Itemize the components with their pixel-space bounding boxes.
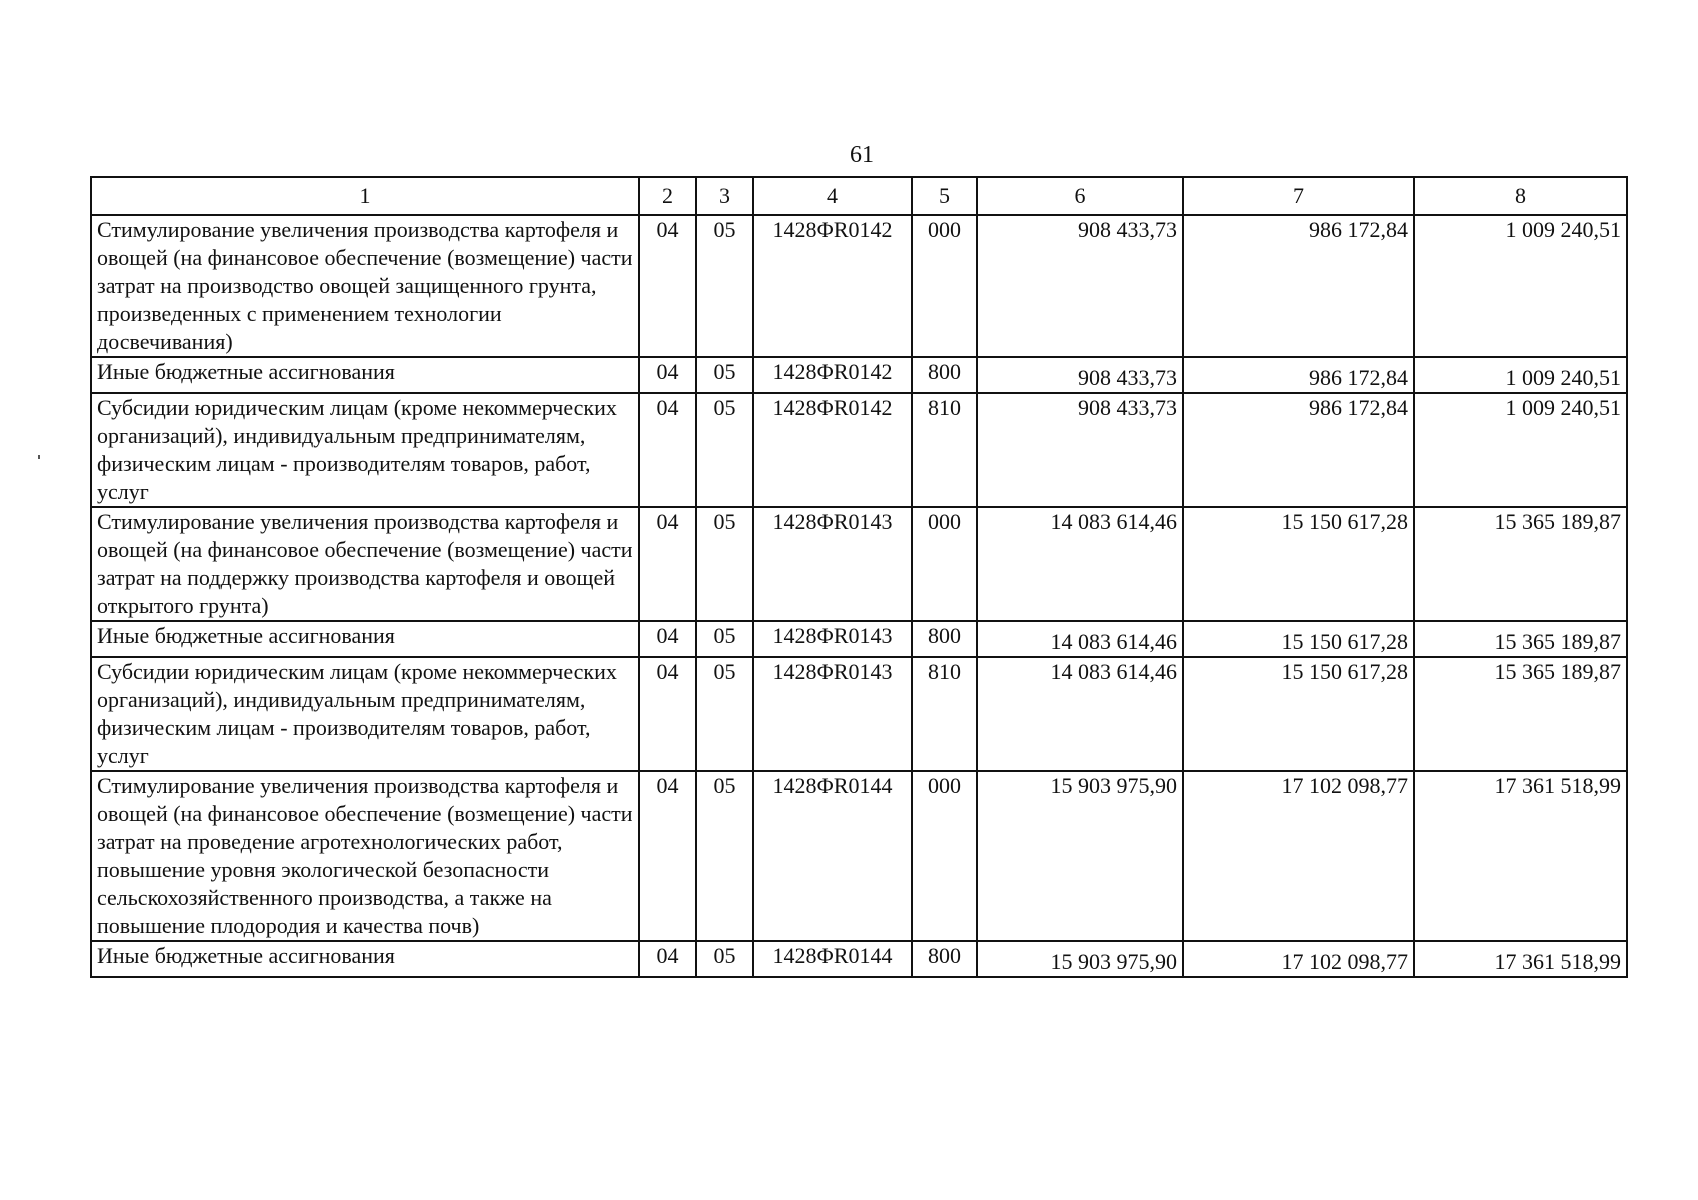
row-amount-8: 17 361 518,99 — [1414, 771, 1627, 941]
row-section: 04 — [639, 215, 696, 357]
row-amount-7: 17 102 098,77 — [1183, 771, 1414, 941]
header-row — [91, 177, 1627, 215]
table-row — [91, 357, 1627, 393]
row-expense-type: 810 — [912, 657, 977, 771]
row-target-code: 1428ФR0144 — [753, 941, 912, 977]
row-subsection: 05 — [696, 215, 753, 357]
row-name: Иные бюджетные ассигнования — [91, 357, 639, 393]
table-row — [91, 215, 1627, 357]
row-amount-8: 15 365 189,87 — [1414, 657, 1627, 771]
row-amount-6: 908 433,73 — [977, 215, 1183, 357]
row-section: 04 — [639, 393, 696, 507]
budget-table — [90, 176, 1628, 978]
row-amount-6: 908 433,73 — [977, 393, 1183, 507]
row-subsection: 05 — [696, 357, 753, 393]
row-expense-type: 000 — [912, 215, 977, 357]
row-expense-type: 800 — [912, 621, 977, 657]
table-row — [91, 621, 1627, 657]
row-name: Стимулирование увеличения производства картофеля и овощей (на финансовое обеспечение (возмещение) части затрат на поддержку производства картофеля и овощей открытого грунта) — [91, 507, 639, 621]
row-subsection: 05 — [696, 393, 753, 507]
row-amount-7: 15 150 617,28 — [1183, 621, 1414, 657]
row-name: Субсидии юридическим лицам (кроме некоммерческих организаций), индивидуальным предпринимателям, физическим лицам - производителям товаров, работ, услуг — [91, 657, 639, 771]
row-amount-6: 15 903 975,90 — [977, 771, 1183, 941]
page-number: 61 — [850, 142, 874, 168]
row-section: 04 — [639, 357, 696, 393]
row-section: 04 — [639, 657, 696, 771]
row-amount-7: 986 172,84 — [1183, 215, 1414, 357]
scan-speck — [38, 455, 40, 459]
row-amount-7: 986 172,84 — [1183, 357, 1414, 393]
table-row — [91, 393, 1627, 507]
row-amount-8: 17 361 518,99 — [1414, 941, 1627, 977]
header-cell: 4 — [753, 177, 912, 215]
row-amount-6: 908 433,73 — [977, 357, 1183, 393]
row-name: Стимулирование увеличения производства картофеля и овощей (на финансовое обеспечение (возмещение) части затрат на производство овощей защищенного грунта, произведенных с применением технологии досвечивания) — [91, 215, 639, 357]
row-expense-type: 000 — [912, 771, 977, 941]
row-name: Иные бюджетные ассигнования — [91, 941, 639, 977]
row-amount-7: 15 150 617,28 — [1183, 507, 1414, 621]
row-expense-type: 000 — [912, 507, 977, 621]
row-target-code: 1428ФR0142 — [753, 393, 912, 507]
row-amount-6: 14 083 614,46 — [977, 507, 1183, 621]
row-amount-7: 17 102 098,77 — [1183, 941, 1414, 977]
row-amount-8: 15 365 189,87 — [1414, 621, 1627, 657]
row-amount-8: 15 365 189,87 — [1414, 507, 1627, 621]
table-row — [91, 941, 1627, 977]
header-cell: 6 — [977, 177, 1183, 215]
row-subsection: 05 — [696, 507, 753, 621]
header-cell: 1 — [91, 177, 639, 215]
row-amount-7: 15 150 617,28 — [1183, 657, 1414, 771]
table-row — [91, 657, 1627, 771]
row-expense-type: 800 — [912, 357, 977, 393]
row-amount-8: 1 009 240,51 — [1414, 215, 1627, 357]
header-cell: 8 — [1414, 177, 1627, 215]
row-amount-6: 15 903 975,90 — [977, 941, 1183, 977]
header-cell: 7 — [1183, 177, 1414, 215]
row-amount-6: 14 083 614,46 — [977, 621, 1183, 657]
table-row — [91, 771, 1627, 941]
row-section: 04 — [639, 771, 696, 941]
table-row — [91, 507, 1627, 621]
row-name: Иные бюджетные ассигнования — [91, 621, 639, 657]
row-subsection: 05 — [696, 657, 753, 771]
row-name: Субсидии юридическим лицам (кроме некоммерческих организаций), индивидуальным предпринимателям, физическим лицам - производителям товаров, работ, услуг — [91, 393, 639, 507]
row-amount-6: 14 083 614,46 — [977, 657, 1183, 771]
row-subsection: 05 — [696, 621, 753, 657]
header-cell: 5 — [912, 177, 977, 215]
row-amount-7: 986 172,84 — [1183, 393, 1414, 507]
header-cell: 3 — [696, 177, 753, 215]
row-target-code: 1428ФR0143 — [753, 507, 912, 621]
row-amount-8: 1 009 240,51 — [1414, 393, 1627, 507]
row-target-code: 1428ФR0143 — [753, 621, 912, 657]
row-section: 04 — [639, 507, 696, 621]
row-target-code: 1428ФR0143 — [753, 657, 912, 771]
row-target-code: 1428ФR0144 — [753, 771, 912, 941]
row-amount-8: 1 009 240,51 — [1414, 357, 1627, 393]
row-name: Стимулирование увеличения производства картофеля и овощей (на финансовое обеспечение (возмещение) части затрат на проведение агротехнологических работ, повышение уровня экологической безопасности сельскохозяйственного производства, а также на повышение плодородия и качества почв) — [91, 771, 639, 941]
row-subsection: 05 — [696, 771, 753, 941]
row-expense-type: 810 — [912, 393, 977, 507]
header-cell: 2 — [639, 177, 696, 215]
row-target-code: 1428ФR0142 — [753, 357, 912, 393]
row-section: 04 — [639, 621, 696, 657]
row-target-code: 1428ФR0142 — [753, 215, 912, 357]
row-expense-type: 800 — [912, 941, 977, 977]
row-subsection: 05 — [696, 941, 753, 977]
row-section: 04 — [639, 941, 696, 977]
